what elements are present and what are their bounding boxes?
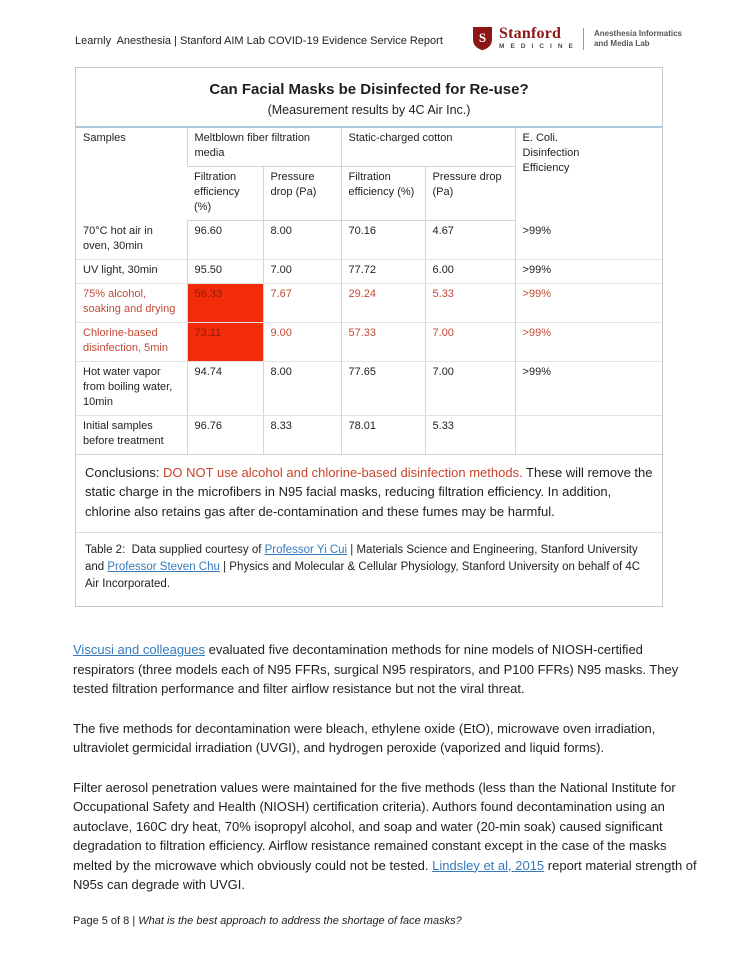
stanford-shield-icon [472,26,493,51]
cell-ecoli: >99% [515,221,662,260]
cell-sample: Chlorine-based disinfection, 5min [76,322,187,361]
cell-sc-fe: 77.65 [341,361,425,415]
cell-mb-pd: 8.33 [263,415,341,454]
col-header-sc-filtration: Filtration efficiency (%) [341,167,425,221]
cell-sc-pd: 7.00 [425,322,515,361]
cell-mb-fe: 95.50 [187,259,263,283]
cell-sc-pd: 7.00 [425,361,515,415]
cell-sample: Hot water vapor from boiling water, 10min [76,361,187,415]
caption-prefix: Table 2: Data supplied courtesy of [85,544,265,556]
cell-ecoli: >99% [515,283,662,322]
report-title: Learnly Anesthesia | Stanford AIM Lab COVID-19 Evidence Service Report [75,35,443,47]
cell-mb-pd: 9.00 [263,322,341,361]
col-header-mb-pressure: Pressure drop (Pa) [263,167,341,221]
stanford-medicine-logo [472,26,682,51]
col-header-samples: Samples [83,132,126,144]
caption-mid2: | Physics and Molecular & Cellular Physiology, Stanford University on behalf of 4C Air Incorporated. [85,561,643,590]
paragraph-filter-text-before: Filter aerosol penetration values were maintained for the five methods (less than the National Institute for Occupational Safety and Health (NIOSH) certification criteria). Authors found decontamination using an autoclave, 160C dry heat, 70% isopropyl alcohol, and soap and water (20-min soak) caused significant degradation to filtration efficiency. Airflow resistance remained constant except in the case of the masks melted by the microwave which obviously could not be tested. [73,779,680,873]
cell-mb-fe: 96.60 [187,221,263,260]
table-group-header-row [76,127,662,167]
logo-divider [583,28,584,50]
col-group-static-cotton: Static-charged cotton [341,127,515,167]
cell-sc-fe: 29.24 [341,283,425,322]
footer-question: What is the best approach to address the shortage of face masks? [138,914,462,927]
table-row-uv-light [76,259,662,283]
professor-yi-cui-link[interactable]: Professor Yi Cui [264,544,348,556]
col-header-sc-pressure: Pressure drop (Pa) [425,167,515,221]
stanford-wordmark-block [499,26,575,51]
lindsley-2015-link[interactable]: Lindsley et al, 2015 [432,857,545,873]
cell-ecoli: >99% [515,259,662,283]
cell-sample: 70°C hot air in oven, 30min [76,221,187,260]
cell-sc-pd: 5.33 [425,283,515,322]
conclusions-warning: DO NOT use alcohol and chlorine-based disinfection methods. [163,464,523,480]
body-text [73,640,703,895]
stanford-wordmark: Stanford [499,25,562,43]
cell-ecoli: >99% [515,361,662,415]
table-title: Can Facial Masks be Disinfected for Re-use? [209,81,529,98]
cell-sc-fe: 78.01 [341,415,425,454]
conclusions-rest: These will remove the static charge in the microfibers in N95 facial masks, reducing filtration efficiency. In addition, chlorine also retains gas after de-contamination and these fumes may be harmful. [85,464,657,519]
cell-mb-pd: 7.00 [263,259,341,283]
paragraph-methods: The five methods for decontamination were bleach, ethylene oxide (EtO), microwave oven irradiation, ultraviolet germicidal irradiation (UVGI), and hydrogen peroxide (vaporized and liquid forms). [73,720,656,755]
conclusions-label: Conclusions: [85,464,164,480]
page-footer [73,915,738,927]
paragraph-filter-text-after: report material strength of N95s can degrade with UVGI. [73,857,701,892]
caption-mid1: | Materials Science and Engineering, Stanford University and [85,544,641,573]
paragraph-viscusi-text: evaluated five decontamination methods for nine models of NIOSH-certified respirators (three models each of N95 FFRs, surgical N95 respirators, and P100 FFRs) N95 masks. They tested filtration performance and filter airflow resistance but not the viral threat. [73,642,682,696]
cell-sc-pd: 6.00 [425,259,515,283]
paragraph-filter-results [73,778,703,895]
cell-sc-pd: 5.33 [425,415,515,454]
table-row-initial-samples [76,415,662,454]
cell-mb-fe-highlighted: 73.11 [187,322,263,361]
cell-mb-fe-highlighted: 56.33 [187,283,263,322]
page-number: Page 5 of 8 | [73,914,139,927]
col-group-meltblown: Meltblown fiber filtration media [187,127,341,167]
results-table-box [75,67,663,607]
cell-mb-fe: 96.76 [187,415,263,454]
cell-sc-pd: 4.67 [425,221,515,260]
col-header-mb-filtration: Filtration efficiency (%) [187,167,263,221]
professor-steven-chu-link[interactable]: Professor Steven Chu [107,561,220,573]
lab-name [594,29,682,49]
table-row-hot-air [76,221,662,260]
table-row-hot-water-vapor [76,361,662,415]
disinfection-results-table [76,126,662,455]
cell-ecoli [515,415,662,454]
cell-sc-fe: 57.33 [341,322,425,361]
lab-name-line2: and Media Lab [593,38,650,48]
medicine-wordmark: M E D I C I N E [499,43,575,51]
table-row-chlorine [76,322,662,361]
cell-mb-pd: 7.67 [263,283,341,322]
paragraph-viscusi [73,640,703,699]
col-header-ecoli: E. Coli. Disinfection Efficiency [515,127,662,221]
cell-sc-fe: 70.16 [341,221,425,260]
cell-mb-fe: 94.74 [187,361,263,415]
cell-sample: Initial samples before treatment [76,415,187,454]
cell-ecoli: >99% [515,322,662,361]
table-row-alcohol [76,283,662,322]
page-header [0,26,738,51]
cell-sc-fe: 77.72 [341,259,425,283]
cell-sample: 75% alcohol, soaking and drying [76,283,187,322]
table-caption [76,532,662,606]
viscusi-colleagues-link[interactable]: Viscusi and colleagues [73,642,206,657]
cell-mb-pd: 8.00 [263,221,341,260]
table-subtitle: (Measurement results by 4C Air Inc.) [267,103,471,117]
svg-text:S: S [478,30,487,45]
lab-name-line1: Anesthesia Informatics [593,28,682,38]
cell-mb-pd: 8.00 [263,361,341,415]
cell-sample: UV light, 30min [76,259,187,283]
conclusions-paragraph [76,455,662,533]
